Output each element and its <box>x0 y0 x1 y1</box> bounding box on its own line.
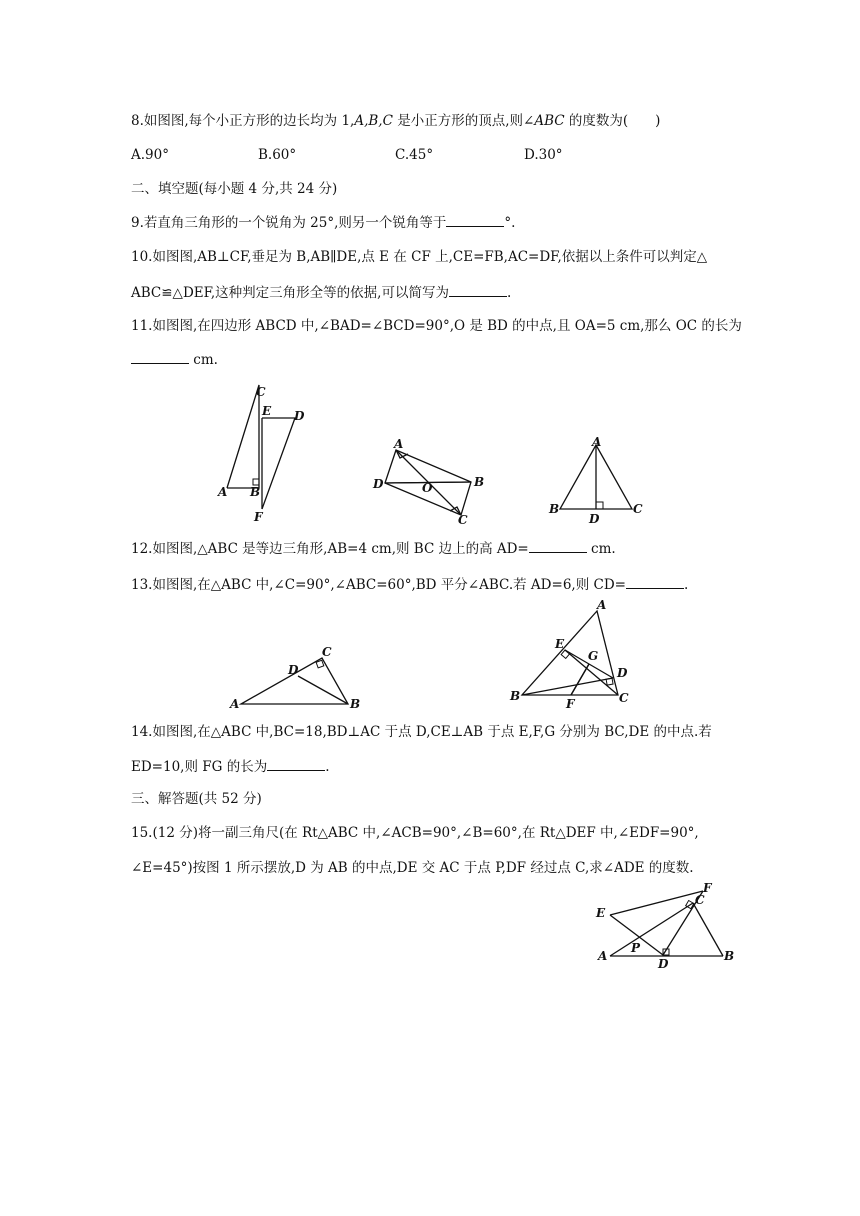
fig11-label: O <box>422 481 433 495</box>
q12-answer-blank[interactable] <box>529 539 587 553</box>
fig13-label: B <box>350 697 361 711</box>
fig11-label: D <box>373 477 384 491</box>
fig11-label: B <box>474 475 485 489</box>
section-3-heading: 三、解答题(共 52 分) <box>131 791 262 807</box>
fig15-label: F <box>703 881 712 895</box>
q13-stem: 13.如图图,在△ABC 中,∠C=90°,∠ABC=60°,BD 平分∠ABC.若 AD=6,则 CD= <box>131 577 626 593</box>
fig15-label: D <box>658 957 669 971</box>
q10-answer-blank[interactable] <box>449 283 507 297</box>
q12-tail: cm. <box>586 541 616 557</box>
fig14-label: C <box>619 691 629 705</box>
q13-text <box>131 575 688 594</box>
fig10-label: E <box>262 404 272 418</box>
q14-tail: . <box>325 759 330 775</box>
q10-stem: ABC≌△DEF,这种判定三角形全等的依据,可以简写为 <box>131 285 449 301</box>
q9-tail: °. <box>504 215 516 231</box>
fig14-label: D <box>617 666 628 680</box>
q12-stem: 12.如图图,△ABC 是等边三角形,AB=4 cm,则 BC 边上的高 AD= <box>131 541 529 557</box>
q13-answer-blank[interactable] <box>626 575 684 589</box>
q14-line1: 14.如图图,在△ABC 中,BC=18,BD⊥AC 于点 D,CE⊥AB 于点 E,F,G 分别为 BC,DE 的中点.若 <box>131 724 712 740</box>
figure-q15 <box>590 880 740 971</box>
q8-option-a[interactable]: A.90° <box>131 147 169 163</box>
q8-angle: ABC <box>534 113 565 129</box>
q8-stem-part: 的度数为( ) <box>564 113 661 129</box>
q11-tail: cm. <box>189 352 218 368</box>
q9-answer-blank[interactable] <box>446 213 504 227</box>
q15-line1: 15.(12 分)将一副三角尺(在 Rt△ABC 中,∠ACB=90°,∠B=60°,在 Rt△DEF 中,∠EDF=90°, <box>131 825 699 841</box>
q8-option-d[interactable]: D.30° <box>524 147 563 163</box>
q10-line1: 10.如图图,AB⊥CF,垂足为 B,AB∥DE,点 E 在 CF 上,CE=FB,AC=DF,依据以上条件可以判定△ <box>131 249 708 265</box>
q12-text <box>131 539 616 558</box>
figure-q12 <box>545 435 645 525</box>
fig15-label: B <box>724 949 735 963</box>
q11-answer-blank[interactable] <box>131 350 189 364</box>
q8-stem-part: 是小正方形的顶点,则∠ <box>392 113 535 129</box>
fig10-label: F <box>254 510 263 524</box>
fig11-label: C <box>458 513 468 527</box>
fig13-label: D <box>288 663 299 677</box>
q8-stem <box>131 112 660 130</box>
fig15-label: E <box>596 906 606 920</box>
q10-tail: . <box>506 285 512 301</box>
figure-q14 <box>505 598 635 711</box>
fig14-label: G <box>588 649 599 663</box>
fig13-label: C <box>322 645 332 659</box>
q8-stem-part: 8.如图图,每个小正方形的边长均为 1, <box>131 113 355 129</box>
fig12-label: A <box>592 435 602 449</box>
fig12-label: D <box>589 512 600 526</box>
fig14-label: E <box>555 637 565 651</box>
fig15-label: P <box>631 941 641 955</box>
q10-line2 <box>131 283 511 302</box>
fig14-label: B <box>510 689 521 703</box>
fig12-label: C <box>633 502 643 516</box>
figure-q13 <box>228 640 368 715</box>
figure-q11 <box>370 436 495 526</box>
fig14-label: A <box>597 598 607 612</box>
fig10-label: D <box>294 409 305 423</box>
fig11-label: A <box>394 437 404 451</box>
fig15-label: C <box>695 893 705 907</box>
fig15-label: A <box>598 949 608 963</box>
fig12-label: B <box>549 502 560 516</box>
fig10-label: A <box>218 485 228 499</box>
q8-option-c[interactable]: C.45° <box>395 147 434 163</box>
fig13-label: A <box>230 697 240 711</box>
q8-points: A,B,C <box>354 113 393 129</box>
q14-stem: ED=10,则 FG 的长为 <box>131 759 268 775</box>
fig10-label: B <box>250 485 261 499</box>
fig10-label: C <box>256 385 266 399</box>
q14-line2 <box>131 757 330 776</box>
fig14-label: F <box>566 697 575 711</box>
q11-line1: 11.如图图,在四边形 ABCD 中,∠BAD=∠BCD=90°,O 是 BD 的中点,且 OA=5 cm,那么 OC 的长为 <box>131 318 742 334</box>
q14-answer-blank[interactable] <box>267 757 325 771</box>
q11-line2 <box>131 350 218 369</box>
figure-q10 <box>210 382 320 527</box>
q9-text <box>131 213 515 232</box>
q15-line2: ∠E=45°)按图 1 所示摆放,D 为 AB 的中点,DE 交 AC 于点 P,DF 经过点 C,求∠ADE 的度数. <box>131 860 694 876</box>
section-2-heading: 二、填空题(每小题 4 分,共 24 分) <box>131 181 338 197</box>
q13-tail: . <box>683 577 689 593</box>
q8-option-b[interactable]: B.60° <box>258 147 297 163</box>
q9-stem: 9.若直角三角形的一个锐角为 25°,则另一个锐角等于 <box>131 215 447 231</box>
